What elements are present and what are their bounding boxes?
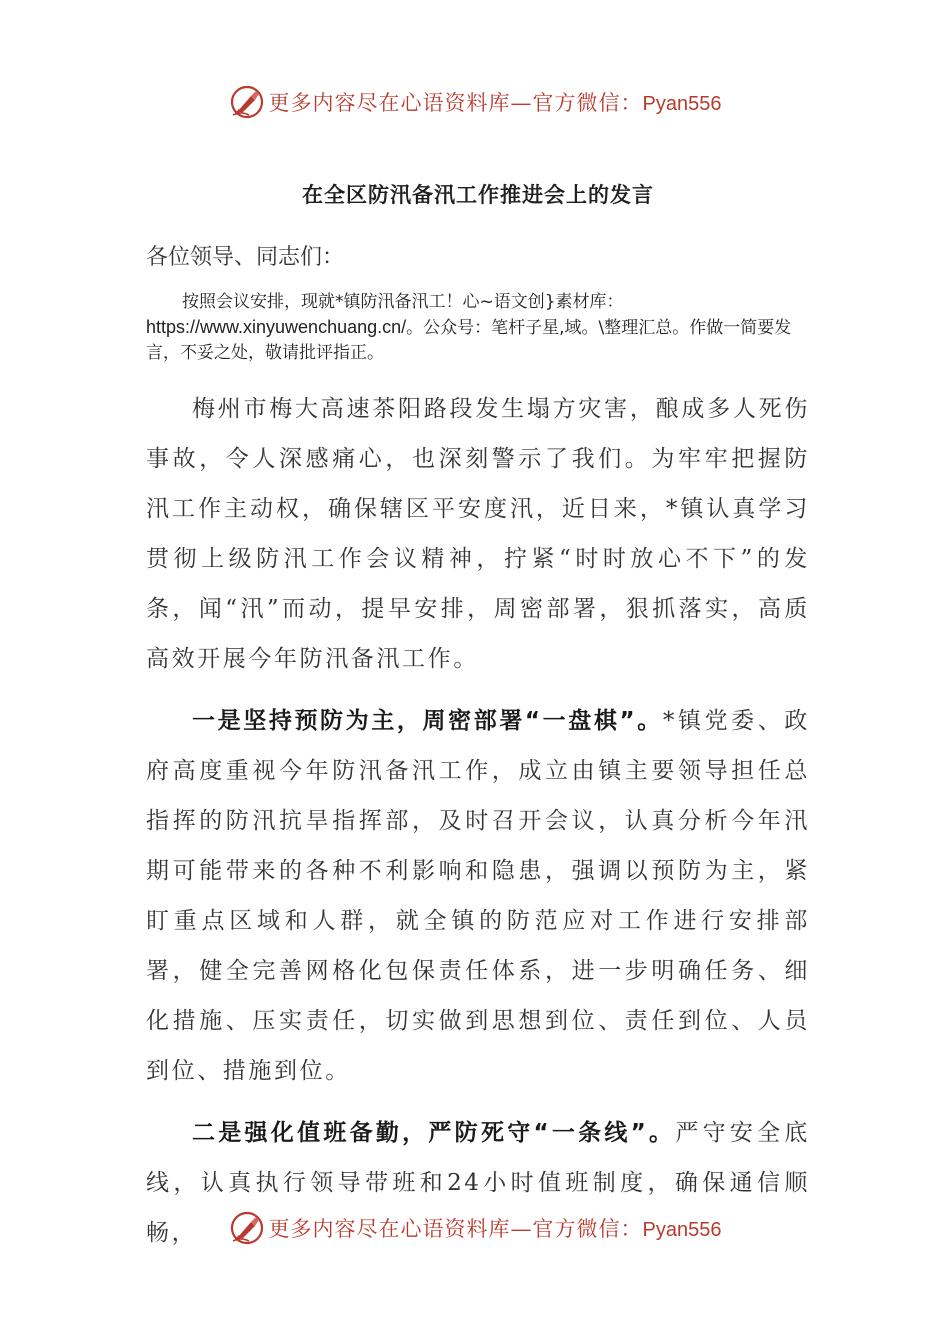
document-title: 在全区防汛备汛工作推进会上的发言 <box>302 183 654 207</box>
document-body <box>146 170 810 1270</box>
pen-nib-icon <box>229 84 265 120</box>
paragraph-1-text: 梅州市梅大高速茶阳路段发生塌方灾害，酿成多人死伤事故，令人深感痛心，也深刻警示了我们。为牢牢把握防汛工作主动权，确保辖区平安度汛，近日来，*镇认真学习贯彻上级防汛工作会议精神，拧紧“时时放心不下”的发条，闻“汛”而动，提早安排，周密部署，狠抓落实，高质高效开展今年防汛备汛工作。 <box>146 396 810 672</box>
watermark-label: 更多内容尽在心语资料库—官方微信： <box>268 91 643 115</box>
paragraph-3-text: 严守安全底线，认真执行领导带班和24小时值班制度，确保通信顺畅， <box>146 1120 810 1246</box>
pen-nib-icon <box>229 1210 265 1246</box>
intro-note <box>146 290 810 366</box>
paragraph-1 <box>146 384 810 684</box>
paragraph-2-text: *镇党委、政府高度重视今年防汛备汛工作，成立由镇主要领导担任总指挥的防汛抗旱指挥部，及时召开会议，认真分析今年汛期可能带来的各种不利影响和隐患，强调以预防为主，紧盯重点区域和人群，就全镇的防范应对工作进行安排部署，健全完善网格化包保责任体系，进一步明确任务、细化措施、压实责任，切实做到思想到位、责任到位、人员到位、措施到位。 <box>146 708 810 1084</box>
paragraph-2 <box>146 696 810 1096</box>
salutation: 各位领导、同志们： <box>146 245 345 270</box>
wechat-id: Pyan556 <box>642 1219 722 1241</box>
source-url: https://www.xinyuwenchuang.cn/ <box>146 317 407 337</box>
watermark-text <box>269 87 722 117</box>
paragraph-2-lead: 一是坚持预防为主，周密部署“一盘棋”。 <box>192 708 663 734</box>
header-watermark-banner <box>0 80 950 124</box>
watermark-label: 更多内容尽在心语资料库—官方微信： <box>268 1217 643 1241</box>
paragraph-3-lead: 二是强化值班备勤，严防死守“一条线”。 <box>192 1120 676 1146</box>
footer-watermark-banner <box>0 1206 950 1250</box>
wechat-id: Pyan556 <box>642 93 722 115</box>
note-text-after-url: 。公众号：笔杆子星,域。\整理汇总。作做一简要发言，不妥之处，敬请批评指正。 <box>146 318 792 363</box>
watermark-text <box>269 1213 722 1243</box>
note-text-before-url: 按照会议安排，现就*镇防汛备汛工！心~语文创}素材库： <box>182 292 624 312</box>
